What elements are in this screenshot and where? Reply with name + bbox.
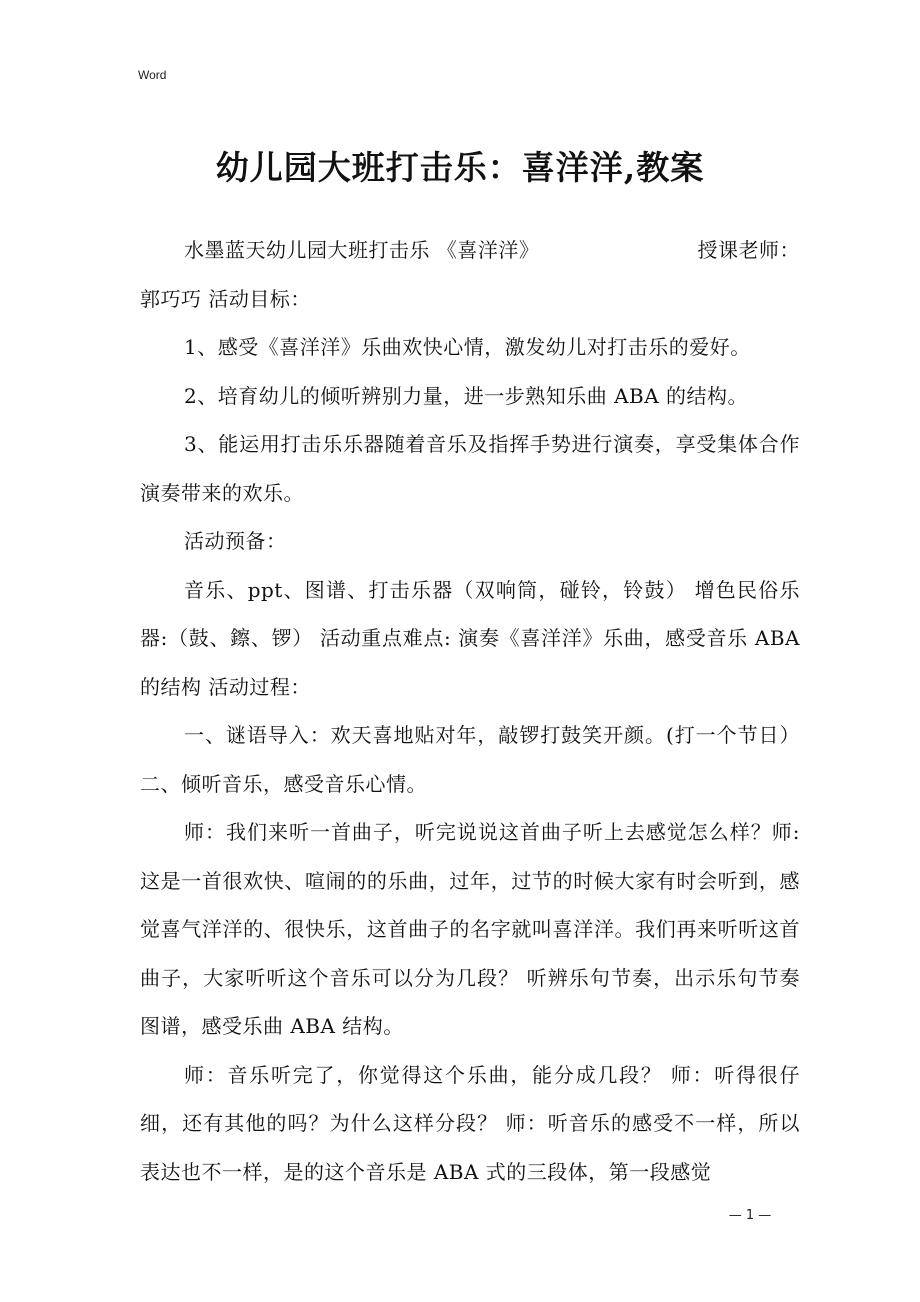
paragraph: 活动预备： [184, 529, 287, 553]
intro-line [140, 226, 800, 275]
document-title: 幼儿园大班打击乐：喜洋洋,教案 [215, 148, 705, 187]
page-number: — 1 — [728, 1208, 772, 1223]
header-label: Word [138, 68, 167, 82]
paragraph: 一、谜语导入：欢天喜地贴对年，敲锣打鼓笑开颜。(打一个节日） 二、倾听音乐，感受音乐心情。 [140, 723, 800, 796]
paragraph: 师：音乐听完了，你觉得这个乐曲，能分成几段？ 师：听得很仔细，还有其他的吗？为什么这样分段？ 师：听音乐的感受不一样，所以表达也不一样，是的这个音乐是 ABA 式的三段体，第一段感觉 [140, 1062, 800, 1184]
paragraph: 音乐、ppt、图谱、打击乐器（双响筒，碰铃，铃鼓） 增色民俗乐器:（鼓、鑔、锣） 活动重点难点: 演奏《喜洋洋》乐曲，感受音乐 ABA 的结构 活动过程： [140, 577, 800, 699]
paragraph: 师：我们来听一首曲子，听完说说这首曲子听上去感觉怎么样？师: 这是一首很欢快、喧闹的的乐曲，过年，过节的时候大家有时会听到，感觉喜气洋洋的、很快乐，这首曲子的名字就叫喜洋洋。我们再来听听这首曲子，大家听听这个音乐可以分为几段？ 听辨乐句节奏，出示乐句节奏图谱，感受乐曲 ABA 结构。 [140, 820, 800, 1038]
teacher-label: 授课老师： [697, 238, 800, 262]
paragraph: 2、培育幼儿的倾听辨别力量，进一步熟知乐曲 ABA 的结构。 [184, 383, 749, 408]
intro-left-text: 水墨蓝天幼儿园大班打击乐 《喜洋洋》 [184, 238, 540, 262]
intro-line-2: 郭巧巧 活动目标： [140, 286, 311, 311]
paragraph: 1、感受《喜洋洋》乐曲欢快心情，激发幼儿对打击乐的爱好。 [184, 335, 751, 359]
document-body [140, 226, 800, 1196]
paragraph: 3、能运用打击乐乐器随着音乐及指挥手势进行演奏，享受集体合作演奏带来的欢乐。 [140, 432, 800, 505]
